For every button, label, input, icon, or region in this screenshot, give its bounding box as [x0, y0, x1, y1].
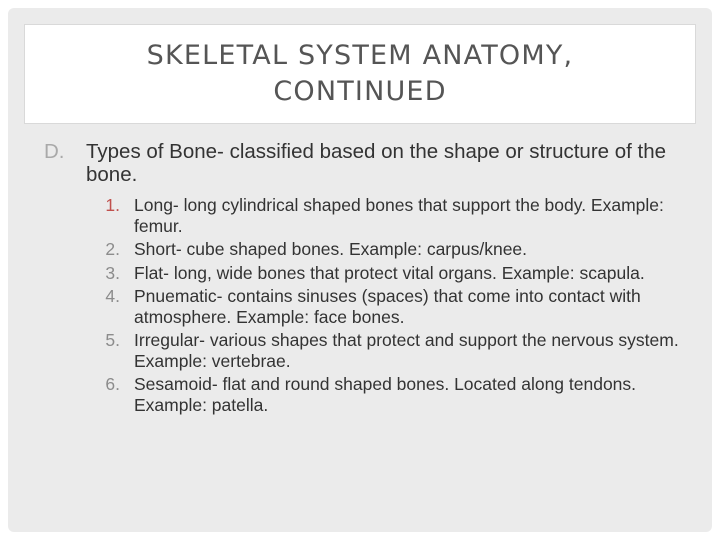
- list-number: 1.: [105, 195, 120, 215]
- main-list-text: Types of Bone- classified based on the shape or structure of the bone.: [86, 140, 667, 186]
- list-item: [80, 195, 684, 236]
- list-item-text: Irregular- various shapes that protect and support the nervous system. Example: vertebrae.: [134, 330, 679, 371]
- list-number: 2.: [105, 239, 120, 259]
- list-number: 3.: [105, 262, 120, 283]
- title-box: [24, 24, 696, 124]
- slide-content: [44, 140, 684, 418]
- list-item-text: Short- cube shaped bones. Example: carpus/knee.: [134, 239, 528, 259]
- main-list-marker: D.: [44, 140, 65, 163]
- list-number: 5.: [105, 330, 120, 350]
- slide-title-line-2: CONTINUED: [273, 76, 447, 107]
- list-item-text: Long- long cylindrical shaped bones that support the body. Example: femur.: [134, 195, 664, 236]
- list-item: [80, 330, 684, 371]
- list-item: [80, 239, 684, 260]
- list-item: [80, 374, 684, 415]
- list-number: 4.: [105, 286, 120, 306]
- list-item: [80, 286, 684, 327]
- list-item: [80, 263, 684, 284]
- list-item-text: Flat- long, wide bones that protect vital organs. Example: scapula.: [134, 262, 645, 283]
- slide-title-line-1: SKELETAL SYSTEM ANATOMY,: [146, 40, 574, 71]
- main-list-item: [44, 140, 684, 186]
- list-item-text: Pnuematic- contains sinuses (spaces) that come into contact with atmosphere. Example: face bones.: [134, 286, 641, 327]
- bone-types-list: [80, 195, 684, 415]
- list-number: 6.: [105, 374, 120, 394]
- list-item-text: Sesamoid- flat and round shaped bones. Located along tendons. Example: patella.: [134, 374, 637, 415]
